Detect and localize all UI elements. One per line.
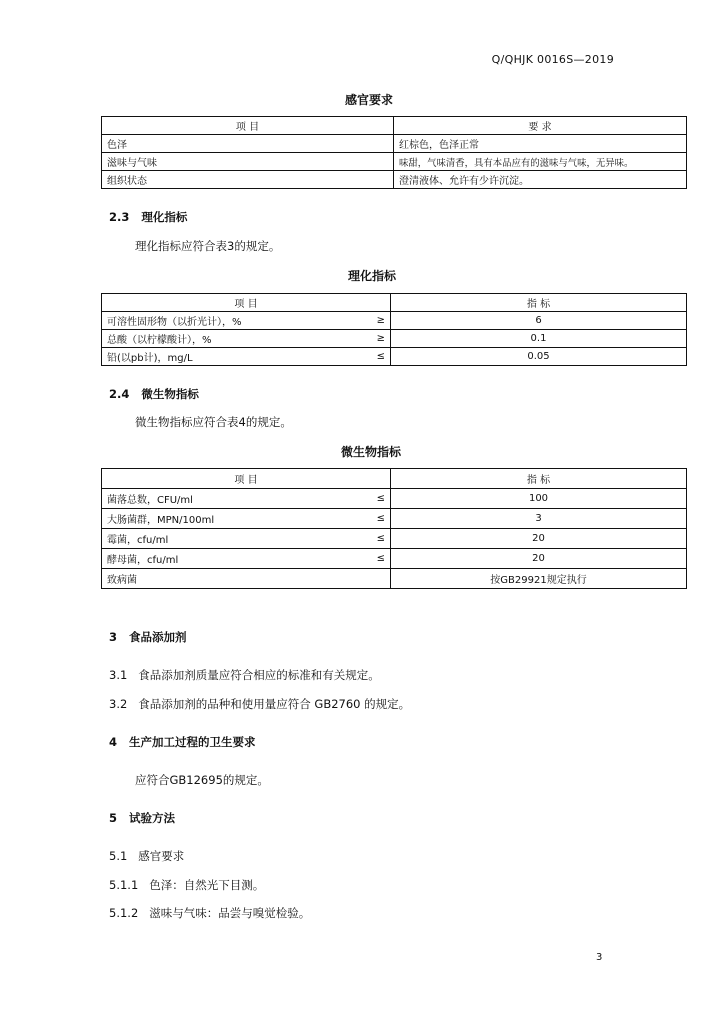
section-3-1 [109,667,380,683]
table-header-row [102,469,687,489]
table-header-row [102,294,687,312]
row-requirement: 澄清液体、允许有少许沉淀。 [394,171,687,189]
table-row [102,489,687,509]
row-requirement: 红棕色，色泽正常 [394,135,687,153]
section-text: 滋味与气味：品尝与嗅觉检验。 [149,906,311,920]
section-2-4-text: 微生物指标应符合表4的规定。 [135,415,292,429]
col-header-item: 项 目 [102,469,391,489]
section-4-heading [109,734,256,750]
table-caption-sensory: 感官要求 [345,93,394,107]
row-item: 总酸（以柠檬酸计），% [102,330,366,348]
row-item: 酵母菌，cfu/ml [102,549,366,569]
row-item: 组织状态 [102,171,394,189]
row-value: 20 [391,529,687,549]
section-4-text: 应符合GB12695的规定。 [135,773,269,787]
section-title: 生产加工过程的卫生要求 [129,735,256,749]
row-item: 可溶性固形物（以折光计），% [102,312,366,330]
section-title: 试验方法 [129,811,176,825]
section-number: 4 [109,735,118,749]
section-5-1-1 [109,877,264,893]
row-value: 20 [391,549,687,569]
row-item: 色泽 [102,135,394,153]
row-value: 6 [391,312,687,330]
row-requirement: 味甜，气味清香，具有本品应有的滋味与气味，无异味。 [394,153,687,171]
section-3-heading [109,629,187,645]
row-operator: ≤ [366,549,391,569]
section-2-4-heading [109,386,199,402]
table-header-row [102,117,687,135]
section-2-3-text: 理化指标应符合表3的规定。 [135,239,281,253]
section-number: 3.1 [109,668,128,682]
table-row [102,569,687,589]
row-value: 按GB29921规定执行 [391,569,687,589]
section-number: 5.1.1 [109,878,139,892]
row-operator: ≤ [366,348,391,366]
row-value: 100 [391,489,687,509]
table-caption-micro: 微生物指标 [341,445,402,459]
section-text: 感官要求 [138,849,185,863]
row-operator [366,569,391,589]
sensory-table [101,116,687,189]
col-header-value: 指 标 [391,294,687,312]
table-caption-physchem: 理化指标 [348,269,397,283]
document-code: Q/QHJK 0016S—2019 [491,53,614,66]
section-title: 食品添加剂 [129,630,187,644]
row-item: 滋味与气味 [102,153,394,171]
section-number: 5.1 [109,849,128,863]
section-title: 理化指标 [141,210,188,224]
table-row [102,153,687,171]
section-text: 色泽：自然光下目测。 [149,878,265,892]
table-row [102,348,687,366]
page-number: 3 [596,952,603,963]
section-number: 3 [109,630,118,644]
row-item: 霉菌，cfu/ml [102,529,366,549]
col-header-requirement: 要 求 [394,117,687,135]
section-text: 食品添加剂质量应符合相应的标准和有关规定。 [138,668,380,682]
section-text: 食品添加剂的品种和使用量应符合 GB2760 的规定。 [138,697,411,711]
row-value: 0.05 [391,348,687,366]
row-item: 致病菌 [102,569,366,589]
row-operator: ≥ [366,312,391,330]
row-value: 3 [391,509,687,529]
col-header-item: 项 目 [102,294,391,312]
section-2-3-heading [109,209,187,225]
row-operator: ≤ [366,489,391,509]
table-row [102,171,687,189]
row-item: 大肠菌群，MPN/100ml [102,509,366,529]
section-5-heading [109,810,175,826]
section-title: 微生物指标 [141,387,199,401]
section-number: 5.1.2 [109,906,139,920]
table-row [102,509,687,529]
micro-table [101,468,687,589]
col-header-item: 项 目 [102,117,394,135]
section-number: 5 [109,811,118,825]
table-row [102,549,687,569]
section-number: 3.2 [109,697,128,711]
section-number: 2.3 [109,210,130,224]
row-operator: ≤ [366,509,391,529]
section-5-1 [109,848,184,864]
table-row [102,330,687,348]
row-item: 铅(以pb计)，mg/L [102,348,366,366]
table-row [102,312,687,330]
section-3-2 [109,696,410,712]
row-operator: ≤ [366,529,391,549]
row-value: 0.1 [391,330,687,348]
physchem-table [101,293,687,366]
table-row [102,135,687,153]
section-5-1-2 [109,905,310,921]
table-row [102,529,687,549]
col-header-value: 指 标 [391,469,687,489]
row-operator: ≥ [366,330,391,348]
section-number: 2.4 [109,387,130,401]
row-item: 菌落总数，CFU/ml [102,489,366,509]
